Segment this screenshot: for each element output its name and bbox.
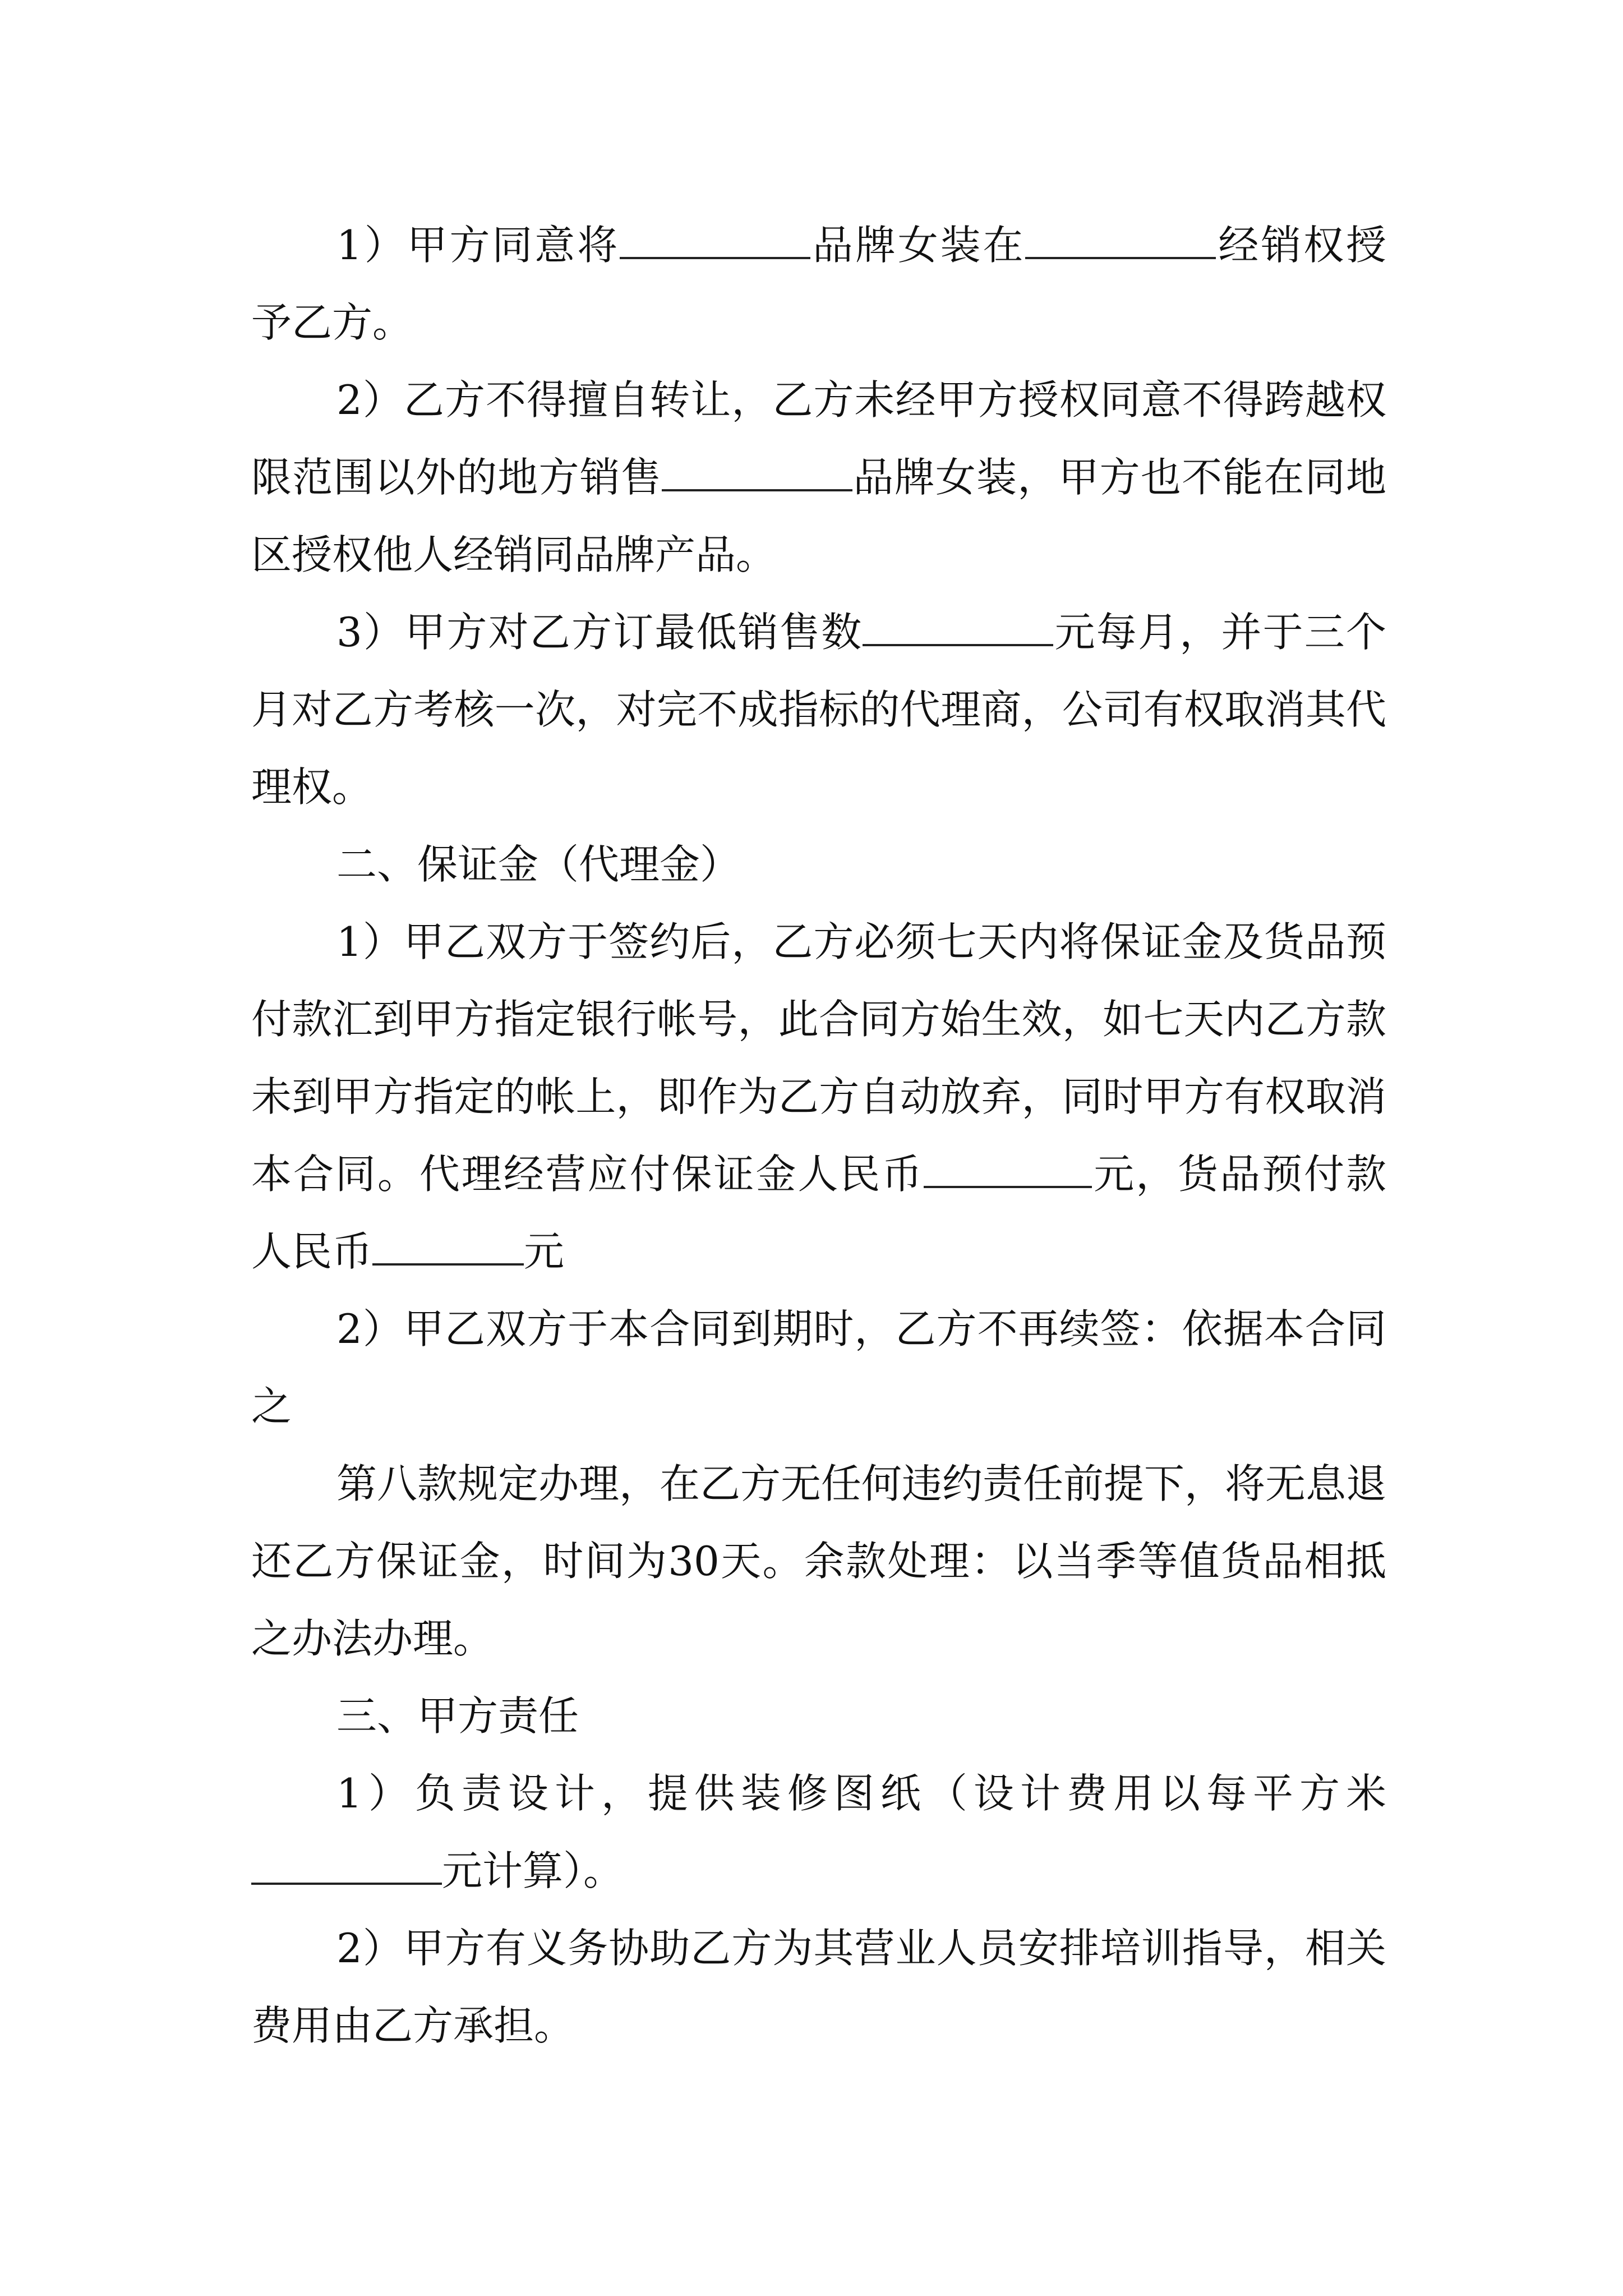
clause-text: 元	[524, 1228, 565, 1275]
section-heading-deposit	[251, 826, 1386, 903]
blank-brand-field[interactable]	[662, 457, 852, 491]
blank-prepayment-amount-field[interactable]	[372, 1231, 524, 1266]
clause-1-2	[251, 361, 1386, 593]
clause-2-2	[251, 1290, 1386, 1445]
clause-3-1	[251, 1755, 1386, 1910]
blank-min-sales-field[interactable]	[863, 611, 1053, 646]
clause-text: 元每月，并于三个月对乙方考核一次，对完不成指标的代理商，公司有权取消其代理权。	[251, 609, 1386, 811]
clause-2-1	[251, 903, 1386, 1290]
clause-3-2	[251, 1910, 1386, 2064]
heading-text: 三、甲方责任	[336, 1692, 579, 1740]
clause-text: 品牌女装，甲方也不能在同地区授权他人经销同品牌产品。	[251, 454, 1386, 578]
clause-1-1	[251, 206, 1386, 361]
clause-1-3	[251, 593, 1386, 826]
clause-text: 1）负责设计，提供装修图纸（设计费用以每平方米	[336, 1770, 1386, 1817]
blank-region-field[interactable]	[1025, 224, 1216, 259]
blank-brand-field[interactable]	[620, 224, 810, 259]
clause-text: 1）甲乙双方于签约后，乙方必须七天内将保证金及货品预付款汇到甲方指定银行帐号，此合同方始生效，如七天内乙方款未到甲方指定的帐上，即作为乙方自动放弃，同时甲方有权取消本合同。代理经营应付保证金人民币	[251, 918, 1386, 1198]
clause-text: 3）甲方对乙方订最低销售数	[336, 609, 863, 656]
clause-text: 经销权授予乙方。	[251, 222, 1386, 346]
clause-text: 2）甲方有义务协助乙方为其营业人员安排培训指导，相关费用由乙方承担。	[251, 1925, 1386, 2049]
blank-deposit-amount-field[interactable]	[924, 1153, 1092, 1188]
clause-text: 品牌女装在	[810, 222, 1026, 269]
clause-2-2-cont	[251, 1445, 1386, 1677]
blank-design-fee-field[interactable]	[251, 1850, 442, 1885]
clause-text: 2）甲乙双方于本合同到期时，乙方不再续签：依据本合同之	[251, 1305, 1386, 1430]
clause-text: 第八款规定办理，在乙方无任何违约责任前提下，将无息退还乙方保证金，时间为30天。余款处理：以当季等值货品相抵之办法办理。	[251, 1460, 1387, 1662]
heading-text: 二、保证金（代理金）	[336, 841, 741, 888]
clause-text: 1）甲方同意将	[336, 222, 620, 269]
clause-text: 元计算）。	[442, 1847, 624, 1894]
clause-text: 2）乙方不得擅自转让，乙方未经甲方授权同意不得跨越权限范围以外的地方销售	[251, 376, 1386, 501]
clause-text: 元，货品预付款人民币	[251, 1151, 1386, 1275]
document-page	[251, 206, 1386, 2064]
section-heading-party-a	[251, 1677, 1386, 1755]
